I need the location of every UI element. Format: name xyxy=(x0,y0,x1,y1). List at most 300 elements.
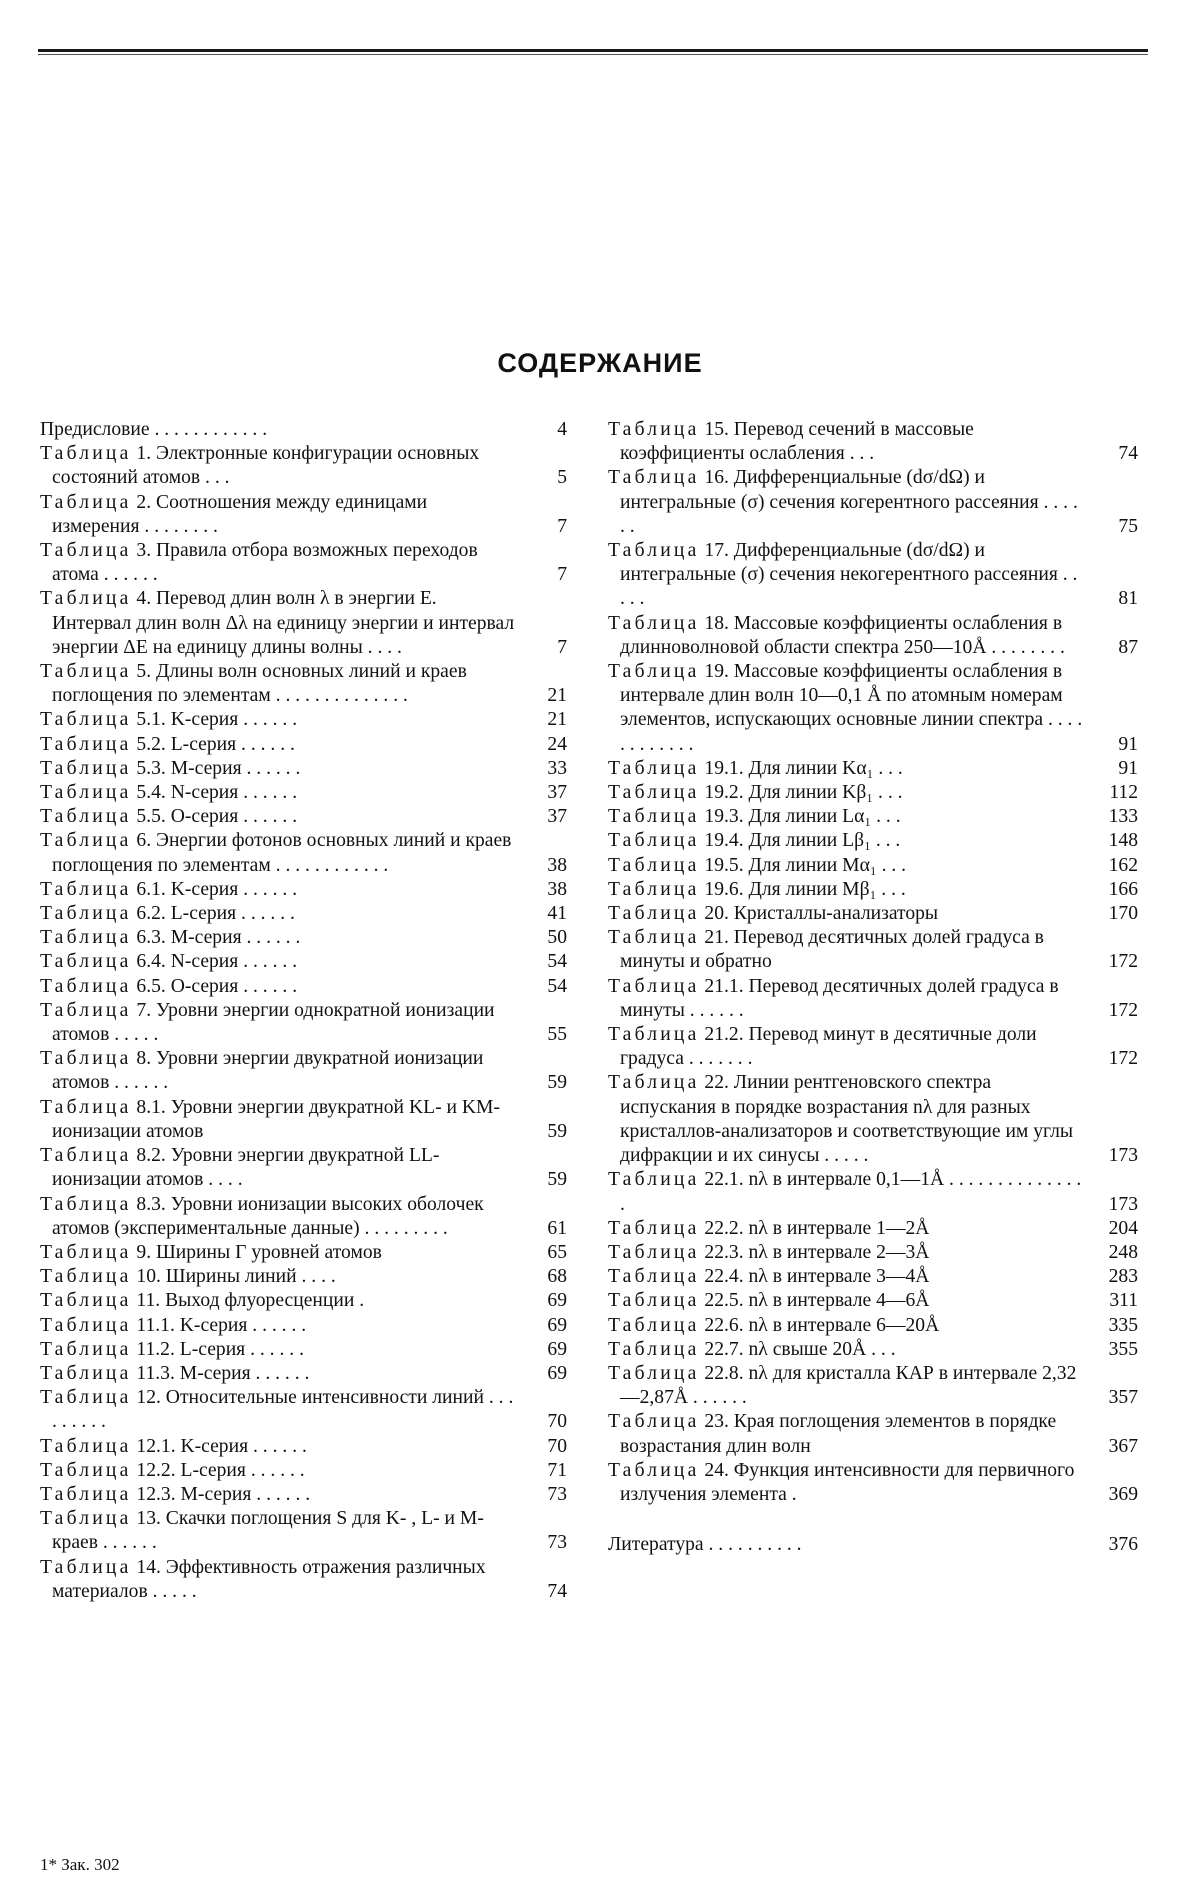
toc-entry-page: 162 xyxy=(1108,854,1138,876)
toc-entry-page: 59 xyxy=(547,1169,567,1191)
toc-entry xyxy=(608,1023,1138,1071)
toc-entry-text: 19.3. Для линии Lα₁ . . . xyxy=(699,806,901,828)
toc-entry-page: 74 xyxy=(547,1580,567,1602)
toc-entry-text: 22. Линии рентгеновского спектра испускания в порядке возрастания nλ для разных кристаллов-анализаторов и соответствующие им углы дифракции и их синусы . . . . . xyxy=(620,1072,1074,1167)
toc-entry xyxy=(40,1193,567,1241)
toc-entry-label: Таблица xyxy=(40,1483,132,1505)
toc-entry-label: Таблица xyxy=(40,1459,132,1481)
toc-entry-label: Таблица xyxy=(608,806,700,828)
toc-entry xyxy=(608,466,1138,539)
toc-entry-text: 2. Соотношения между единицами измерения . . . . . . . . xyxy=(52,491,428,537)
toc-entry-title xyxy=(608,1071,1086,1168)
toc-entry-text: 11.3. M-серия . . . . . . xyxy=(131,1362,310,1384)
toc-entry-page: 204 xyxy=(1108,1217,1138,1239)
toc-entry-text: 21.1. Перевод десятичных долей градуса в минуты . . . . . . xyxy=(620,975,1059,1021)
toc-entry-label: Таблица xyxy=(40,1145,132,1167)
toc-entry xyxy=(40,805,567,829)
toc-entry-page: 91 xyxy=(1118,733,1138,755)
toc-entry-text: Предисловие . . . . . . . . . . . . xyxy=(40,419,268,440)
toc-entry-label: Таблица xyxy=(40,1290,132,1312)
toc-entry-title xyxy=(40,418,515,442)
toc-entry xyxy=(40,757,567,781)
toc-entry xyxy=(608,1241,1138,1265)
toc-entry-label: Таблица xyxy=(40,782,132,804)
toc-entry-title xyxy=(40,1386,515,1434)
toc-entry-text: 6.1. K-серия . . . . . . xyxy=(131,878,298,900)
toc-entry-title xyxy=(40,1314,515,1338)
toc-entry-title xyxy=(40,587,515,660)
toc-entry-page: 59 xyxy=(547,1120,567,1142)
toc-entry-title xyxy=(40,1362,515,1386)
toc-entry-page: 41 xyxy=(547,903,567,925)
toc-entry xyxy=(608,781,1138,805)
toc-entry-page: 59 xyxy=(547,1072,567,1094)
toc-entry xyxy=(608,975,1138,1023)
toc-entry xyxy=(40,999,567,1047)
toc-entry-text: 12.2. L-серия . . . . . . xyxy=(131,1459,305,1481)
toc-entry-label: Таблица xyxy=(608,1217,700,1239)
toc-entry-title xyxy=(40,1459,515,1483)
toc-entry-label: Таблица xyxy=(40,661,132,683)
toc-entry xyxy=(40,418,567,442)
top-rule-thin xyxy=(38,54,1148,55)
toc-entry xyxy=(40,1096,567,1144)
toc-entry-title xyxy=(40,757,515,781)
toc-entry-title xyxy=(40,1556,515,1604)
toc-entry xyxy=(40,1289,567,1313)
toc-entry-text: 22.7. nλ свыше 20Å . . . xyxy=(699,1338,896,1360)
toc-entry-label: Таблица xyxy=(40,757,132,779)
toc-entry-text: 21.2. Перевод минут в десятичные доли градуса . . . . . . . xyxy=(620,1024,1037,1070)
toc-entry-label: Таблица xyxy=(608,1072,700,1094)
toc-entry-title xyxy=(40,733,515,757)
toc-entry xyxy=(608,1533,1138,1557)
toc-entry-page: 50 xyxy=(547,927,567,949)
toc-entry xyxy=(608,757,1138,781)
toc-entry-label: Таблица xyxy=(608,903,700,925)
toc-entry-title xyxy=(608,466,1086,539)
toc-entry xyxy=(40,1483,567,1507)
toc-entry-title xyxy=(40,902,515,926)
toc-entry-label: Таблица xyxy=(608,1266,700,1288)
toc-entry xyxy=(40,708,567,732)
toc-entry-text: 6.3. M-серия . . . . . . xyxy=(131,927,301,949)
toc-entry xyxy=(40,660,567,708)
toc-entry xyxy=(608,418,1138,466)
toc-entry-page: 148 xyxy=(1108,830,1138,852)
toc-entry-text: Литература . . . . . . . . . . xyxy=(608,1534,802,1556)
toc-entry-text: 19.1. Для линии Kα₁ . . . xyxy=(699,757,903,779)
toc-entry-page: 173 xyxy=(1108,1145,1138,1167)
toc-entry-title xyxy=(40,442,515,490)
toc-entry xyxy=(608,1217,1138,1241)
toc-entry-title xyxy=(40,1047,515,1095)
toc-entry-title xyxy=(40,660,515,708)
toc-entry xyxy=(608,1362,1138,1410)
toc-entry-text: 22.2. nλ в интервале 1—2Å xyxy=(699,1217,930,1239)
toc-entry-label: Таблица xyxy=(608,1314,700,1336)
toc-entry xyxy=(608,1410,1138,1458)
toc-entry-page: 73 xyxy=(547,1532,567,1554)
toc-entry-title xyxy=(608,660,1086,757)
toc-entry-text: 12. Относительные интенсивности линий . . . . . . . . . xyxy=(52,1387,514,1433)
toc-entry-page: 335 xyxy=(1108,1314,1138,1336)
toc-entry-text: 13. Скачки поглощения S для K- , L- и M-краев . . . . . . xyxy=(52,1508,484,1554)
toc-entry xyxy=(608,878,1138,902)
toc-entry-label: Таблица xyxy=(608,854,700,876)
toc-entry-page: 112 xyxy=(1109,782,1138,804)
toc-entry-text: 8.2. Уровни энергии двукратной LL-ионизации атомов . . . . xyxy=(52,1145,440,1191)
toc-entry xyxy=(40,1047,567,1095)
toc-entry-page: 69 xyxy=(547,1362,567,1384)
toc-entry-page: 73 xyxy=(547,1483,567,1505)
toc-entry-text: 19.4. Для линии Lβ₁ . . . xyxy=(699,830,901,852)
toc-entry-text: 10. Ширины линий . . . . xyxy=(131,1266,336,1288)
page-title: СОДЕРЖАНИЕ xyxy=(497,348,703,378)
toc-entry-title xyxy=(40,1265,515,1289)
toc-entry-page: 173 xyxy=(1108,1193,1138,1215)
toc-entry-page: 367 xyxy=(1108,1435,1138,1457)
toc-entry-label: Таблица xyxy=(40,1435,132,1457)
toc-entry-label: Таблица xyxy=(608,1241,700,1263)
toc-entry-page: 65 xyxy=(547,1241,567,1263)
toc-entry-text: 5.5. O-серия . . . . . . xyxy=(131,806,298,828)
toc-entry xyxy=(40,491,567,539)
toc-entry-title xyxy=(40,975,515,999)
toc-entry xyxy=(608,1289,1138,1313)
toc-entry-page: 33 xyxy=(547,757,567,779)
toc-entry xyxy=(608,926,1138,974)
toc-entry-label: Таблица xyxy=(40,878,132,900)
toc-entry xyxy=(608,902,1138,926)
toc-entry-page: 70 xyxy=(547,1435,567,1457)
toc-entry-text: 6.4. N-серия . . . . . . xyxy=(131,951,298,973)
toc-entry-title xyxy=(608,1265,1086,1289)
toc-entry-text: 8.3. Уровни ионизации высоких оболочек атомов (экспериментальные данные) . . . . . . . . . xyxy=(52,1193,484,1239)
toc-entry-label: Таблица xyxy=(608,1290,700,1312)
toc-entry-page: 37 xyxy=(547,782,567,804)
toc-entry-text: 19. Массовые коэффициенты ослабления в интервале длин волн 10—0,1 Å по атомным номерам элементов, испускающих основные линии спектра . . . . . . . . . . . . xyxy=(620,661,1083,755)
toc-entry-label: Таблица xyxy=(608,830,700,852)
toc-entry-text: 21. Перевод десятичных долей градуса в минуты и обратно xyxy=(620,927,1044,973)
toc-entry-page: 355 xyxy=(1108,1338,1138,1360)
toc-entry-text: 19.5. Для линии Mα₁ . . . xyxy=(699,854,907,876)
toc-entry-title xyxy=(608,1241,1086,1265)
toc-entry-text: 6.5. O-серия . . . . . . xyxy=(131,975,298,997)
toc-entry-page: 61 xyxy=(547,1217,567,1239)
toc-entry xyxy=(608,1314,1138,1338)
toc-entry-label: Таблица xyxy=(608,419,700,440)
toc-entry-title xyxy=(40,1483,515,1507)
toc-entry-title xyxy=(40,926,515,950)
toc-entry-title xyxy=(608,926,1086,974)
toc-entry-text: 12.3. M-серия . . . . . . xyxy=(131,1483,311,1505)
toc-entry-text: 3. Правила отбора возможных переходов атома . . . . . . xyxy=(52,540,478,586)
toc-entry-title xyxy=(608,612,1086,660)
toc-entry-label: Таблица xyxy=(40,1314,132,1336)
toc-entry-text: 9. Ширины Г уровней атомов xyxy=(131,1241,382,1263)
toc-entry-page: 172 xyxy=(1108,999,1138,1021)
printer-footer: 1* Зак. 302 xyxy=(40,1855,120,1874)
toc-entry xyxy=(40,1556,567,1604)
toc-entry-label: Таблица xyxy=(40,1338,132,1360)
toc-entry-page: 75 xyxy=(1118,515,1138,537)
toc-entry-label: Таблица xyxy=(608,757,700,779)
toc-entry-title xyxy=(608,878,1086,902)
toc-entry-label: Таблица xyxy=(608,782,700,804)
toc-entry xyxy=(608,612,1138,660)
toc-entry-page: 172 xyxy=(1108,951,1138,973)
toc-entry-page: 69 xyxy=(547,1314,567,1336)
toc-entry xyxy=(40,1362,567,1386)
toc-entry-page: 38 xyxy=(547,854,567,876)
toc-entry-title xyxy=(40,950,515,974)
toc-entry xyxy=(608,660,1138,757)
toc-entry-page: 37 xyxy=(547,806,567,828)
toc-entry-label: Таблица xyxy=(608,975,700,997)
toc-entry-label: Таблица xyxy=(40,903,132,925)
toc-entry xyxy=(608,1338,1138,1362)
toc-entry xyxy=(40,781,567,805)
toc-entry xyxy=(40,1314,567,1338)
toc-entry-text: 22.8. nλ для кристалла КАР в интервале 2,32—2,87Å . . . . . . xyxy=(620,1362,1077,1409)
toc-entry-page: 81 xyxy=(1118,588,1138,610)
toc-entry-page: 70 xyxy=(547,1411,567,1433)
toc-entry-title xyxy=(608,1314,1086,1338)
toc-entry-title xyxy=(40,1507,515,1555)
toc-entry-label: Таблица xyxy=(40,999,132,1021)
toc-entry-text: 5.4. N-серия . . . . . . xyxy=(131,782,298,804)
toc-entry xyxy=(608,854,1138,878)
toc-entry-label: Таблица xyxy=(40,709,132,731)
toc-entry-title xyxy=(40,805,515,829)
toc-entry xyxy=(40,1144,567,1192)
toc-entry-title xyxy=(608,854,1086,878)
toc-entry-label: Таблица xyxy=(608,1169,700,1191)
toc-entry-text: 14. Эффективность отражения различных материалов . . . . . xyxy=(52,1556,486,1602)
top-rule xyxy=(38,49,1148,52)
toc-entry-page: 357 xyxy=(1108,1387,1138,1409)
toc-entry-label: Таблица xyxy=(40,1387,132,1409)
toc-entry xyxy=(608,539,1138,612)
toc-entry-page: 24 xyxy=(547,733,567,755)
toc-entry-page: 4 xyxy=(557,419,567,440)
toc-entry-title xyxy=(40,1144,515,1192)
toc-entry xyxy=(40,1459,567,1483)
toc-entry-page: 69 xyxy=(547,1290,567,1312)
toc-entry-text: 15. Перевод сечений в массовые коэффициенты ослабления . . . xyxy=(620,419,974,465)
toc-entry xyxy=(40,1435,567,1459)
toc-entry-title xyxy=(40,878,515,902)
toc-entry-label: Таблица xyxy=(40,491,132,513)
toc-entry-page: 376 xyxy=(1108,1534,1138,1556)
toc-entry-page: 68 xyxy=(547,1266,567,1288)
toc-entry-text: 6.2. L-серия . . . . . . xyxy=(131,903,295,925)
toc-entry-title xyxy=(608,781,1086,805)
toc-entry-text: 5.2. L-серия . . . . . . xyxy=(131,733,295,755)
toc-entry-label: Таблица xyxy=(40,733,132,755)
toc-entry-text: 22.5. nλ в интервале 4—6Å xyxy=(699,1290,930,1312)
toc-entry-title xyxy=(608,902,1086,926)
toc-entry-text: 19.2. Для линии Kβ₁ . . . xyxy=(699,782,903,804)
toc-entry-label: Таблица xyxy=(40,1241,132,1263)
toc-entry-page: 71 xyxy=(547,1459,567,1481)
toc-entry-page: 54 xyxy=(547,975,567,997)
toc-entry-label: Таблица xyxy=(608,927,700,949)
toc-entry-title xyxy=(40,491,515,539)
toc-entry-label: Таблица xyxy=(40,927,132,949)
toc-entry xyxy=(40,539,567,587)
toc-entry xyxy=(608,1459,1138,1507)
toc-entry-text: 16. Дифференциальные (dσ/dΩ) и интегральные (σ) сечения когерентного рассеяния . . . . . . xyxy=(620,467,1078,537)
toc-right-column xyxy=(608,418,1138,1557)
toc-entry-label: Таблица xyxy=(608,540,700,562)
toc-entry-page: 170 xyxy=(1108,903,1138,925)
toc-entry xyxy=(608,1071,1138,1168)
toc-entry-page: 7 xyxy=(557,515,567,537)
toc-entry-text: 7. Уровни энергии однократной ионизации атомов . . . . . xyxy=(52,999,495,1046)
toc-entry xyxy=(608,829,1138,853)
toc-entry-page: 133 xyxy=(1108,806,1138,828)
toc-entry-page: 248 xyxy=(1108,1241,1138,1263)
toc-entry-text: 22.4. nλ в интервале 3—4Å xyxy=(699,1266,930,1288)
toc-entry-label: Таблица xyxy=(608,878,700,900)
toc-left-column xyxy=(40,418,567,1604)
toc-entry xyxy=(40,829,567,877)
toc-entry-label: Таблица xyxy=(608,661,700,683)
toc-entry-text: 6. Энергии фотонов основных линий и краев поглощения по элементам . . . . . . . . . . . . xyxy=(52,830,512,876)
toc-entry-title xyxy=(40,999,515,1047)
toc-entry-text: 22.3. nλ в интервале 2—3Å xyxy=(699,1241,930,1263)
toc-entry-title xyxy=(608,829,1086,853)
toc-entry-page: 369 xyxy=(1108,1483,1138,1505)
toc-entry-text: 18. Массовые коэффициенты ослабления в длинноволновой области спектра 250—10Å . . . . . . . . xyxy=(620,612,1065,658)
toc-entry-label: Таблица xyxy=(608,1362,700,1384)
toc-entry-page: 54 xyxy=(547,951,567,973)
toc-entry-page: 55 xyxy=(547,1024,567,1046)
toc-entry-page: 21 xyxy=(547,709,567,731)
toc-entry xyxy=(40,1265,567,1289)
toc-entry-title xyxy=(40,1193,515,1241)
toc-entry-text: 11. Выход флуоресценции . xyxy=(131,1290,365,1312)
toc-entry xyxy=(40,975,567,999)
toc-entry-page: 38 xyxy=(547,878,567,900)
toc-entry-title xyxy=(608,975,1086,1023)
toc-entry-label: Таблица xyxy=(40,1266,132,1288)
toc-entry-title xyxy=(608,1289,1086,1313)
toc-entry-title xyxy=(40,781,515,805)
toc-entry-page: 69 xyxy=(547,1338,567,1360)
toc-entry xyxy=(608,1265,1138,1289)
toc-entry-page: 21 xyxy=(547,685,567,707)
toc-entry-title xyxy=(608,1459,1086,1507)
toc-entry-title xyxy=(608,1410,1086,1458)
toc-entry-text: 22.1. nλ в интервале 0,1—1Å . . . . . . . . . . . . . . . xyxy=(620,1169,1082,1215)
toc-entry xyxy=(40,1338,567,1362)
toc-entry-title xyxy=(608,418,1086,466)
toc-entry xyxy=(40,926,567,950)
toc-entry-label: Таблица xyxy=(40,951,132,973)
toc-entry-label: Таблица xyxy=(40,1556,132,1578)
toc-entry xyxy=(40,902,567,926)
toc-entry-text: 23. Края поглощения элементов в порядке возрастания длин волн xyxy=(620,1411,1057,1457)
toc-entry-text: 17. Дифференциальные (dσ/dΩ) и интегральные (σ) сечения некогерентного рассеяния . . . . . xyxy=(620,540,1078,610)
toc-entry-page: 74 xyxy=(1118,443,1138,465)
toc-entry-text: 22.6. nλ в интервале 6—20Å xyxy=(699,1314,940,1336)
toc-entry-title xyxy=(608,1362,1086,1410)
toc-entry-title xyxy=(40,1096,515,1144)
toc-entry-title xyxy=(40,708,515,732)
toc-entry-page: 311 xyxy=(1109,1290,1138,1312)
toc-entry-text: 11.1. K-серия . . . . . . xyxy=(131,1314,307,1336)
toc-entry-title xyxy=(608,539,1086,612)
toc-entry-text: 11.2. L-серия . . . . . . xyxy=(131,1338,304,1360)
toc-entry-label: Таблица xyxy=(40,1193,132,1215)
toc-entry xyxy=(40,1386,567,1434)
toc-entry xyxy=(608,1168,1138,1216)
toc-entry-label: Таблица xyxy=(608,1459,700,1481)
toc-entry-title xyxy=(40,539,515,587)
toc-entry-label: Таблица xyxy=(40,1096,132,1118)
toc-entry-label: Таблица xyxy=(608,612,700,634)
toc-entry-title xyxy=(40,1289,515,1313)
toc-entry xyxy=(40,878,567,902)
toc-entry-label: Таблица xyxy=(40,1508,132,1530)
toc-entry xyxy=(40,1241,567,1265)
toc-entry-title xyxy=(40,1338,515,1362)
toc-entry-page: 87 xyxy=(1118,636,1138,658)
toc-entry xyxy=(40,442,567,490)
toc-entry-page: 172 xyxy=(1108,1048,1138,1070)
toc-entry-page: 91 xyxy=(1118,757,1138,779)
toc-entry-page: 283 xyxy=(1108,1266,1138,1288)
toc-entry-title xyxy=(608,1338,1086,1362)
toc-entry-text: 5.3. M-серия . . . . . . xyxy=(131,757,301,779)
toc-entry-text: 8. Уровни энергии двукратной ионизации атомов . . . . . . xyxy=(52,1048,484,1094)
toc-entry-title xyxy=(608,1023,1086,1071)
toc-entry-label: Таблица xyxy=(40,588,132,610)
toc-entry-label: Таблица xyxy=(608,1024,700,1046)
toc-entry-title xyxy=(40,1435,515,1459)
toc-entry-text: 24. Функция интенсивности для первичного излучения элемента . xyxy=(620,1459,1075,1505)
toc-entry-page: 166 xyxy=(1108,878,1138,900)
toc-entry-text: 12.1. K-серия . . . . . . xyxy=(131,1435,307,1457)
toc-entry-label: Таблица xyxy=(40,1362,132,1384)
toc-entry-page: 7 xyxy=(557,564,567,586)
toc-entry xyxy=(40,733,567,757)
toc-entry-label: Таблица xyxy=(40,1048,132,1070)
toc-entry-label: Таблица xyxy=(608,1411,700,1433)
toc-entry-title xyxy=(608,1217,1086,1241)
toc-entry-title xyxy=(608,757,1086,781)
toc-entry xyxy=(608,805,1138,829)
toc-entry-label: Таблица xyxy=(40,443,132,465)
toc-entry-text: 5. Длины волн основных линий и краев поглощения по элементам . . . . . . . . . . . . . . xyxy=(52,661,467,707)
toc-entry-text: 1. Электронные конфигурации основных состояний атомов . . . xyxy=(52,443,480,489)
toc-entry-page: 5 xyxy=(557,467,567,489)
toc-entry-label: Таблица xyxy=(608,467,700,489)
toc-entry-label: Таблица xyxy=(608,1338,700,1360)
toc-entry-text: 20. Кристаллы-анализаторы xyxy=(699,903,939,925)
toc-entry-text: 5.1. K-серия . . . . . . xyxy=(131,709,298,731)
toc-entry xyxy=(40,1507,567,1555)
toc-entry-label: Таблица xyxy=(40,830,132,852)
toc-entry xyxy=(40,950,567,974)
toc-entry-title xyxy=(40,1241,515,1265)
toc-entry-label: Таблица xyxy=(40,540,132,562)
toc-entry-text: 4. Перевод длин волн λ в энергии E. Интервал длин волн Δλ на единицу энергии и интервал энергии ΔE на единицу длины волны . . . . xyxy=(52,588,515,658)
toc-entry-title xyxy=(40,829,515,877)
